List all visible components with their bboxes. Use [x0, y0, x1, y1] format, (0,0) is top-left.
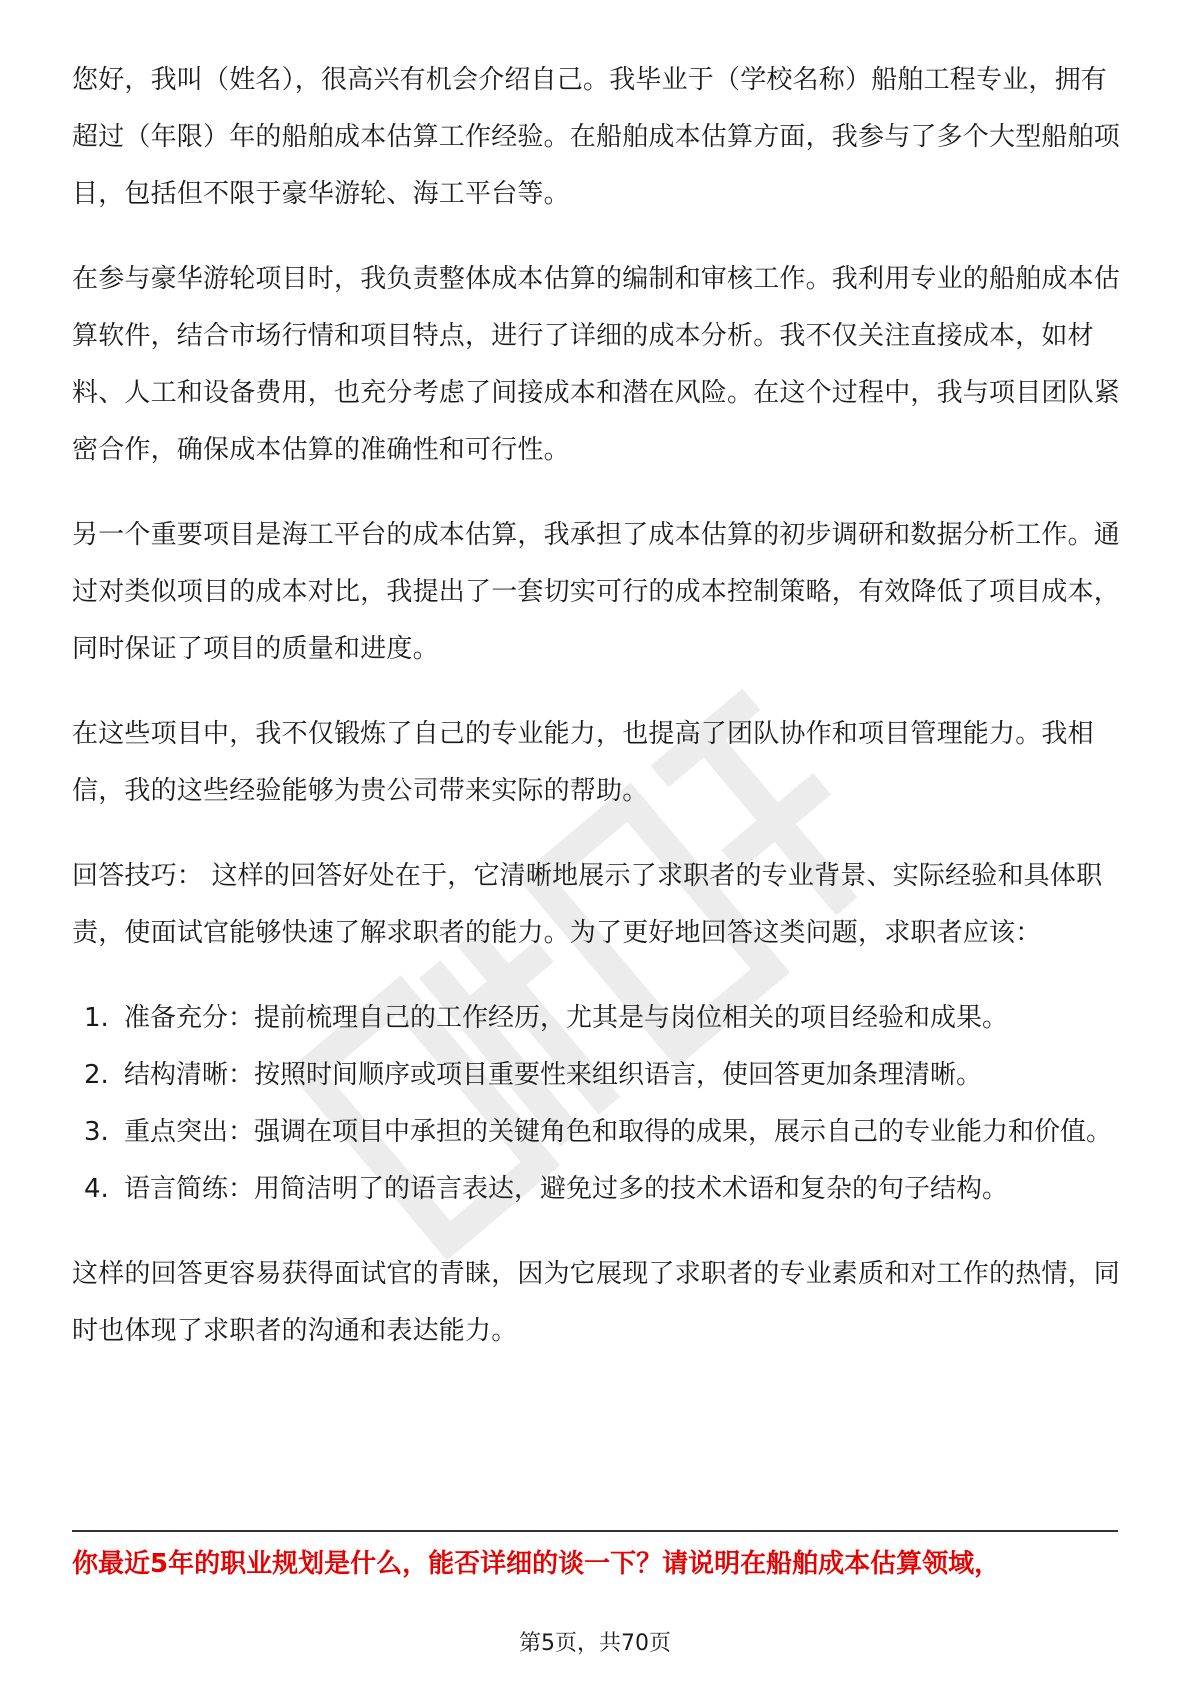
list-number: 1.	[84, 1003, 109, 1033]
paragraph-closing: 这样的回答更容易获得面试官的青睐，因为它展现了求职者的专业素质和对工作的热情，同时也体现了求职者的沟通和表达能力。	[72, 1259, 1121, 1346]
tips-list	[72, 990, 1120, 1218]
list-item	[72, 1104, 1120, 1161]
section-divider	[72, 1530, 1118, 1532]
page-footer: 第5页，共70页	[519, 1631, 671, 1656]
paragraph-summary: 在这些项目中，我不仅锻炼了自己的专业能力，也提高了团队协作和项目管理能力。我相信，我的这些经验能够为贵公司带来实际的帮助。	[72, 719, 1094, 806]
list-text: 准备充分：提前梳理自己的工作经历，尤其是与岗位相关的项目经验和成果。	[124, 1003, 1009, 1033]
paragraph-cruise-project: 在参与豪华游轮项目时，我负责整体成本估算的编制和审核工作。我利用专业的船舶成本估算软件，结合市场行情和项目特点，进行了详细的成本分析。我不仅关注直接成本，如材料、人工和设备费用，也充分考虑了间接成本和潜在风险。在这个过程中，我与项目团队紧密合作，确保成本估算的准确性和可行性。	[72, 264, 1121, 465]
list-item	[72, 1047, 1120, 1104]
list-text: 语言简练：用简洁明了的语言表达，避免过多的技术术语和复杂的句子结构。	[124, 1174, 1009, 1204]
paragraph-tips: 回答技巧： 这样的回答好处在于，它清晰地展示了求职者的专业背景、实际经验和具体职责，使面试官能够快速了解求职者的能力。为了更好地回答这类问题，求职者应该：	[72, 861, 1103, 948]
list-item	[72, 1161, 1120, 1218]
list-number: 3.	[84, 1117, 109, 1147]
list-number: 2.	[84, 1060, 109, 1090]
paragraph-offshore-project: 另一个重要项目是海工平台的成本估算，我承担了成本估算的初步调研和数据分析工作。通过对类似项目的成本对比，我提出了一套切实可行的成本控制策略，有效降低了项目成本，同时保证了项目的质量和进度。	[72, 520, 1121, 664]
next-question: 你最近5年的职业规划是什么，能否详细的谈一下？请说明在船舶成本估算领域，	[72, 1549, 1001, 1579]
list-text: 重点突出：强调在项目中承担的关键角色和取得的成果，展示自己的专业能力和价值。	[124, 1117, 1113, 1147]
document-body	[72, 52, 1120, 1388]
list-item	[72, 990, 1120, 1047]
list-number: 4.	[84, 1174, 109, 1204]
list-text: 结构清晰：按照时间顺序或项目重要性来组织语言，使回答更加条理清晰。	[124, 1060, 983, 1090]
paragraph-intro: 您好，我叫（姓名），很高兴有机会介绍自己。我毕业于（学校名称）船舶工程专业，拥有超过（年限）年的船舶成本估算工作经验。在船舶成本估算方面，我参与了多个大型船舶项目，包括但不限于豪华游轮、海工平台等。	[72, 65, 1121, 209]
